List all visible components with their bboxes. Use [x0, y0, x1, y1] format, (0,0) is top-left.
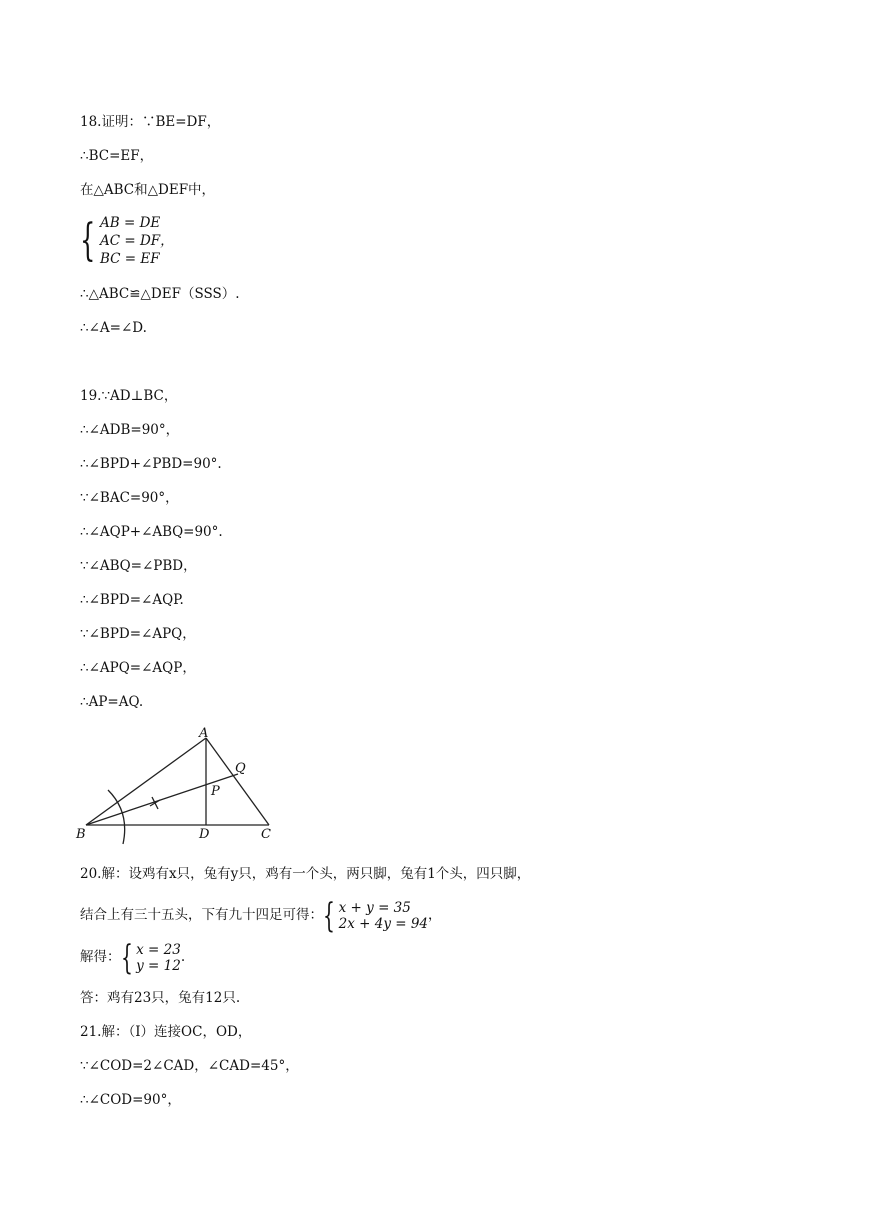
label-d: D [199, 827, 210, 842]
bisector-mark-2 [150, 800, 160, 806]
p18-line-4: ∴△ABC≌△DEF（SSS）. [80, 286, 240, 302]
p20-line-4: 答：鸡有23只，兔有12只. [80, 990, 241, 1006]
label-c: C [261, 827, 271, 842]
p20-eq-2: 2x + 4y = 94 [338, 915, 429, 932]
p18-eq-3: BC = EF [100, 251, 160, 267]
p20-line-2-prefix: 结合上有三十五头，下有九十四足可得： [80, 907, 323, 923]
p20-line-3-prefix: 解得： [80, 949, 121, 965]
p19-line-10: ∴AP=AQ. [80, 694, 144, 710]
p18-equation-system [80, 214, 174, 268]
label-q: Q [235, 761, 246, 776]
p18-line-3: 在△ABC和△DEF中， [80, 182, 216, 198]
p21-line-1: 21.解：（Ⅰ）连接OC，OD， [80, 1024, 252, 1040]
label-b: B [76, 827, 86, 842]
p19-line-6: ∵∠ABQ=∠PBD， [80, 558, 197, 574]
p19-line-2: ∴∠ADB=90°， [80, 422, 180, 438]
label-p: P [211, 784, 220, 799]
p20-sol-1: x = 23 [136, 941, 181, 958]
p20-line-3-suffix: . [180, 949, 186, 965]
bisector-mark-1 [152, 797, 158, 809]
p18-line-5: ∴∠A=∠D. [80, 320, 147, 336]
p18-eq-2: AC = DF， [100, 233, 174, 249]
p18-line-2: ∴BC=EF， [80, 148, 154, 164]
p19-line-4: ∵∠BAC=90°， [80, 490, 179, 506]
p19-line-5: ∴∠AQP+∠ABQ=90°. [80, 524, 223, 540]
arc-mark [108, 790, 125, 844]
p19-line-8: ∵∠BPD=∠APQ， [80, 626, 196, 642]
p18-line-1: 18.证明：∵BE=DF， [80, 114, 221, 130]
p21-line-2: ∵∠COD=2∠CAD，∠CAD=45°， [80, 1058, 299, 1074]
p20-line-3 [80, 937, 186, 978]
brace: { [80, 215, 96, 266]
p19-line-9: ∴∠APQ=∠AQP， [80, 660, 196, 676]
p21-line-3: ∴∠COD=90°， [80, 1092, 181, 1108]
p20-solution-system [120, 937, 181, 978]
p19-line-3: ∴∠BPD+∠PBD=90°. [80, 456, 222, 472]
brace: { [120, 937, 133, 978]
p19-line-7: ∴∠BPD=∠AQP. [80, 592, 184, 608]
p20-eq-1: x + y = 35 [338, 899, 411, 916]
p20-equation-system [323, 895, 429, 936]
segment-ba [86, 738, 206, 825]
p20-sol-2: y = 12 [136, 957, 181, 974]
p19-line-1: 19.∵AD⊥BC， [80, 388, 178, 404]
p18-eq-1: AB = DE [100, 215, 161, 231]
p20-line-2 [80, 895, 442, 936]
label-a: A [199, 726, 209, 741]
segment-ac [206, 738, 269, 825]
brace: { [323, 895, 335, 936]
segment-bq [86, 774, 238, 825]
p20-line-1: 20.解：设鸡有x只，兔有y只，鸡有一个头，两只脚，兔有1个头，四只脚， [80, 866, 531, 882]
p20-line-2-suffix: ， [428, 907, 442, 923]
